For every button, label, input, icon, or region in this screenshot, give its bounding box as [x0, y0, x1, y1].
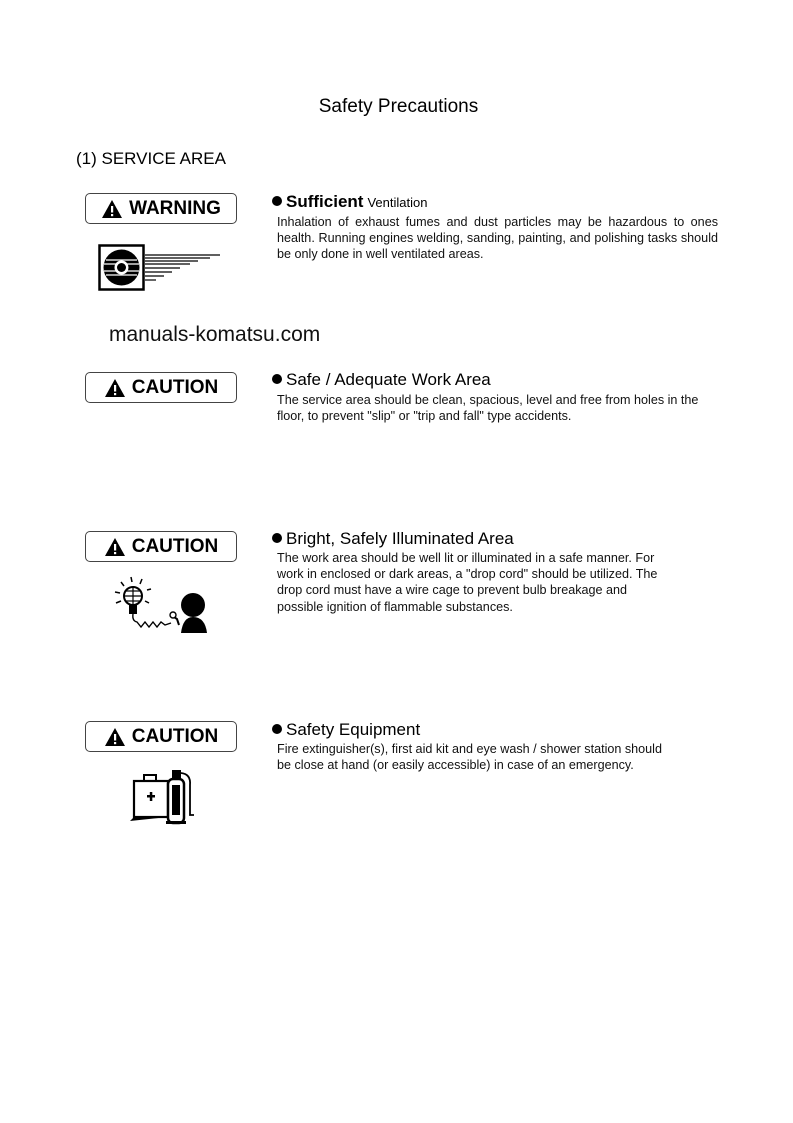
warning-triangle-icon: [104, 727, 126, 747]
watermark: manuals-komatsu.com: [109, 323, 321, 346]
badge-label: CAUTION: [131, 535, 219, 557]
item-text: The work area should be well lit or illuminated in a safe manner. For work in enclosed or dark areas, a "drop cord" should be utilized. The drop cord must have a wire cage to prevent bulb breakage and possible ignition of flammable substances.: [277, 551, 658, 614]
caution-badge: [85, 721, 237, 752]
badge-label: WARNING: [129, 197, 221, 219]
warning-badge: [85, 193, 237, 224]
bullet-icon: [272, 196, 282, 206]
badge-label: CAUTION: [131, 725, 219, 747]
drop-cord-lamp-worker-icon: [113, 575, 209, 633]
badge-label: CAUTION: [131, 376, 219, 398]
item-heading: Safety Equipment: [272, 720, 420, 740]
warning-triangle-icon: [104, 378, 126, 398]
item-text: The service area should be clean, spacious, level and free from holes in the floor, to prevent "slip" or "trip and fall" type accidents.: [277, 393, 699, 424]
caution-badge: [85, 372, 237, 403]
bullet-icon: [272, 374, 282, 384]
item-heading: Bright, Safely Illuminated Area: [272, 529, 514, 549]
bullet-icon: [272, 724, 282, 734]
section-heading: (1) SERVICE AREA: [76, 149, 226, 168]
warning-triangle-icon: [104, 537, 126, 557]
ventilation-fan-icon: [98, 244, 222, 292]
item-text: Inhalation of exhaust fumes and dust particles may be hazardous to ones health. Running engines welding, sanding, painting, and polishing tasks should be only done in well ventilated areas.: [277, 215, 718, 262]
first-aid-kit-extinguisher-icon: [128, 767, 196, 825]
item-heading: Safe / Adequate Work Area: [272, 370, 491, 390]
item-heading: Sufficient Ventilation: [272, 192, 427, 212]
warning-triangle-icon: [101, 199, 123, 219]
bullet-icon: [272, 533, 282, 543]
page-title: Safety Precautions: [318, 96, 479, 117]
item-text: Fire extinguisher(s), first aid kit and eye wash / shower station should be close at hand (or easily accessible) in case of an emergency.: [277, 742, 662, 773]
caution-badge: [85, 531, 237, 562]
